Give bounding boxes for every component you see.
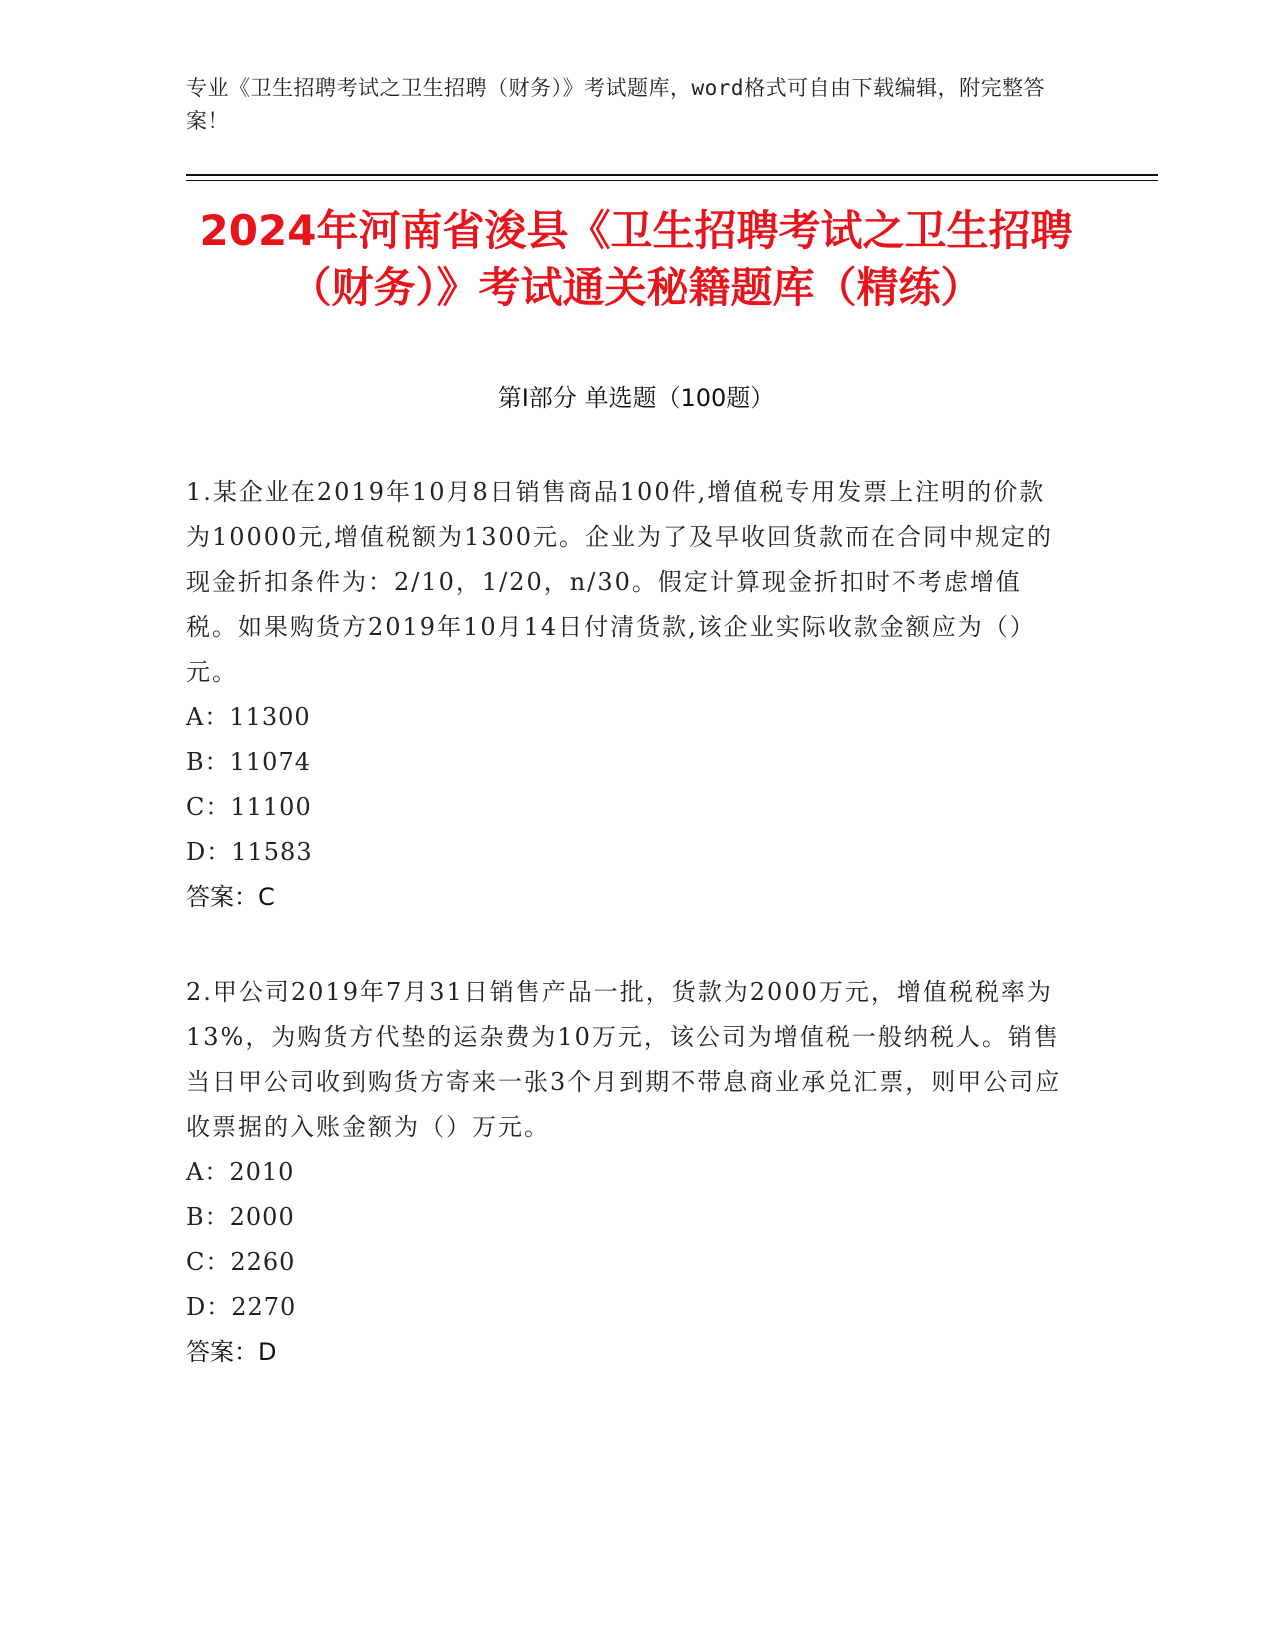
option-b: B：2000 [186,1203,295,1231]
section-title: 第I部分 单选题（100题） [497,384,775,412]
question-stem: 1.某企业在2019年10月8日销售商品100件,增值税专用发票上注明的价款为10000元,增值税额为1300元。企业为了及早收回货款而在合同中规定的现金折扣条件为：2/10，1/20，n/30。假定计算现金折扣时不考虑增值税。如果购货方2019年10月14日付清货款,该企业实际收款金额应为（）元。 [186,478,1054,686]
option-a: A：11300 [186,703,311,731]
document-title: 2024年河南省浚县《卫生招聘考试之卫生招聘（财务）》考试通关秘籍题库（精练） [199,206,1073,312]
header-divider-thick [186,174,1158,176]
option-list [186,1150,1066,1330]
option-d: D：11583 [186,838,313,866]
question-2 [186,970,1066,1375]
option-d: D：2270 [186,1293,297,1321]
answer: 答案：C [186,883,275,911]
header-note: 专业《卫生招聘考试之卫生招聘（财务）》考试题库，word格式可自由下载编辑，附完整答案！ [186,76,1046,133]
option-list [186,695,1066,875]
question-1 [186,470,1066,920]
option-c: C：11100 [186,793,312,821]
answer: 答案：D [186,1338,277,1366]
option-c: C：2260 [186,1248,296,1276]
option-b: B：11074 [186,748,311,776]
header-divider-thin [186,180,1158,181]
option-a: A：2010 [186,1158,295,1186]
question-stem: 2.甲公司2019年7月31日销售产品一批，货款为2000万元，增值税税率为13%，为购货方代垫的运杂费为10万元，该公司为增值税一般纳税人。销售当日甲公司收到购货方寄来一张3个月到期不带息商业承兑汇票，则甲公司应收票据的入账金额为（）万元。 [186,978,1062,1141]
